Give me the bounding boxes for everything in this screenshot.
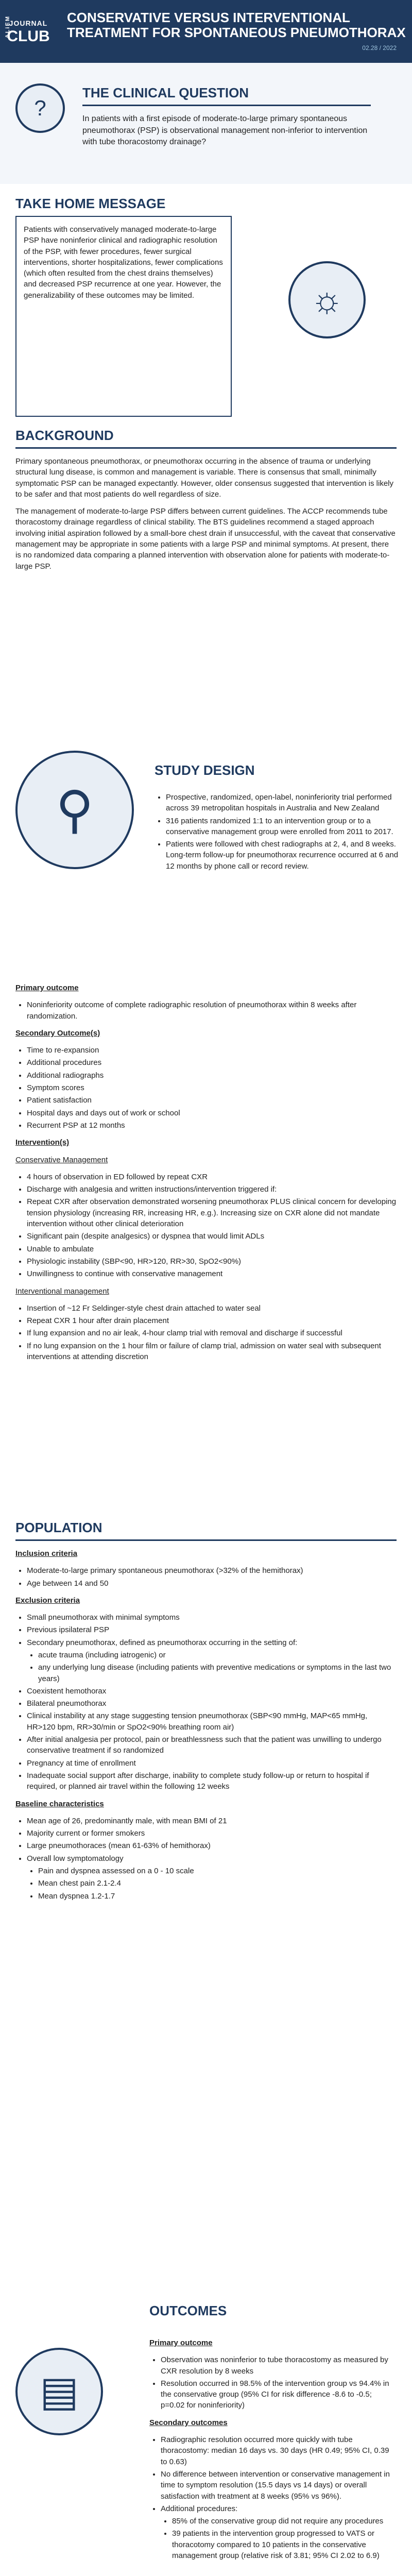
- list-item: • Majority current or former smokers: [27, 1828, 397, 1839]
- logo-club: CLUB: [7, 27, 50, 45]
- list-item: • Overall low symptomatology: [27, 1853, 397, 1864]
- population-title: POPULATION: [15, 1520, 102, 1535]
- list-item: • Large pneumothoraces (mean 61-63% of hemithorax): [27, 1840, 397, 1851]
- conservative-label: Conservative Management: [15, 1155, 108, 1164]
- take-home-section: [0, 184, 412, 426]
- list-item: • Unable to ambulate: [27, 1244, 397, 1255]
- page-title: CONSERVATIVE VERSUS INTERVENTIONAL TREATMENT FOR SPONTANEOUS PNEUMOTHORAX: [67, 10, 406, 41]
- list-item: • After initial analgesia per protocol, pain or breathlessness such that the patient was unwilling to undergo conservative treatment if so randomized: [27, 1734, 397, 1756]
- logo-aliem: ALiEM: [5, 15, 11, 39]
- inclusion-label: Inclusion criteria: [15, 1549, 78, 1558]
- list-item: • Discharge with analgesia and written instructions/intervention triggered if:: [27, 1184, 397, 1195]
- list-item: • Prospective, randomized, open-label, noninferiority trial performed across 39 metropolitan hospitals in Australia and New Zealand: [166, 792, 408, 814]
- clinical-question-title: THE CLINICAL QUESTION: [82, 85, 249, 100]
- list-item: • Mean age of 26, predominantly male, with mean BMI of 21: [27, 1816, 397, 1826]
- list-item: • Clinical instability at any stage suggesting tension pneumothorax (SBP<90 mmHg, MAP<65 mmHg, HR>120 bpm, RR>30/min or SpO2<90% breathing room air): [27, 1710, 397, 1733]
- list-item: • Patient satisfaction: [27, 1095, 397, 1106]
- background-title: BACKGROUND: [15, 428, 114, 443]
- list-item: • Observation was noninferior to tube thoracostomy as measured by CXR resolution by 8 weeks: [161, 2354, 397, 2377]
- intervention-label: Intervention(s): [15, 1138, 70, 1147]
- clinical-question-section: [0, 63, 412, 184]
- list-item: • Coexistent hemothorax: [27, 1686, 397, 1697]
- list-item: • Small pneumothorax with minimal symptoms: [27, 1612, 397, 1623]
- list-item: • Bilateral pneumothorax: [27, 1698, 397, 1709]
- question-icon: ?: [15, 83, 65, 133]
- baseline-label: Baseline characteristics: [15, 1799, 104, 1808]
- secondary-outcome-label: Secondary Outcome(s): [15, 1028, 100, 1038]
- list-item: • Previous ipsilateral PSP: [27, 1624, 397, 1635]
- list-item: • Mean dyspnea 1.2-1.7: [38, 1891, 397, 1902]
- study-design-list: [166, 792, 408, 873]
- list-item: • Physiologic instability (SBP<90, HR>120, RR>30, SpO2<90%): [27, 1256, 397, 1267]
- list-item: • Radiographic resolution occurred more quickly with tube thoracostomy: median 16 days vs. 30 days (HR 0.49; 95% CI, 0.39 to 0.63): [161, 2434, 397, 2467]
- list-item: • Noninferiority outcome of complete radiographic resolution of pneumothorax within 8 weeks after randomization.: [27, 999, 397, 1022]
- logo-journal: JOURNAL: [9, 19, 48, 28]
- list-item: • Recurrent PSP at 12 months: [27, 1120, 397, 1131]
- list-item: • Additional procedures:: [161, 2503, 397, 2514]
- list-item: • 316 patients randomized 1:1 to an intervention group or to a conservative management group were enrolled from 2011 to 2017.: [166, 816, 408, 838]
- take-home-text: Patients with conservatively managed moderate-to-large PSP have noninferior clinical and radiographic resolution of the PSP, with fewer procedures, fewer surgical interventions, shorter hospitalizations, fewer complications (which often resulted from the chest drains themselves) and decreased PSP recurrence at one year. However, the generalizability of these outcomes may be limited.: [24, 225, 223, 300]
- list-item: • Unwillingness to continue with conservative management: [27, 1268, 397, 1279]
- list-item: • Secondary pneumothorax, defined as pneumothorax occurring in the setting of:: [27, 1637, 397, 1648]
- list-item: • Insertion of ~12 Fr Seldinger-style chest drain attached to water seal: [27, 1303, 397, 1314]
- list-item: • 85% of the conservative group did not require any procedures: [172, 2516, 397, 2527]
- list-item: • If lung expansion and no air leak, 4-hour clamp trial with removal and discharge if successful: [27, 1328, 397, 1338]
- list-item: • Repeat CXR 1 hour after drain placement: [27, 1315, 397, 1326]
- list-item: • acute trauma (including iatrogenic) or: [38, 1650, 397, 1660]
- list-item: • Time to re-expansion: [27, 1045, 397, 1056]
- take-home-box: [15, 216, 232, 417]
- list-item: • Repeat CXR after observation demonstrated worsening pneumothorax PLUS clinical concern for developing tension physiology (increasing RR, increasing HR, e.g.). Increasing size on CXR alone did not mandate intervention without other clinical deterioration: [27, 1196, 397, 1229]
- list-item: • Hospital days and days out of work or school: [27, 1108, 397, 1118]
- population-section: [0, 1518, 412, 2291]
- list-item: • Moderate-to-large primary spontaneous pneumothorax (>32% of the hemithorax): [27, 1565, 397, 1576]
- divider: [82, 105, 371, 106]
- journal-club-logo: [0, 0, 57, 63]
- list-item: • Inadequate social support after discharge, inability to complete study follow-up or return to hospital if required, or planned air travel within the following 12 weeks: [27, 1770, 397, 1792]
- study-design-title: STUDY DESIGN: [154, 762, 255, 778]
- clinical-question-text: In patients with a first episode of moderate-to-large primary spontaneous pneumothorax (PSP) is observational management non-inferior to intervention with tube thoracostomy drainage?: [82, 114, 368, 147]
- list-item: • 4 hours of observation in ED followed by repeat CXR: [27, 1172, 397, 1182]
- background-paragraph: Primary spontaneous pneumothorax, or pneumothorax occurring in the absence of trauma or underlying structural lung disease, is common and management is variable. There is consensus that small, minimally symptomatic PSP can be managed expectantly. However, older consensus suggested that intervention is likely to be safer and that most patients do well regardless of size.: [15, 456, 394, 499]
- list-item: • Additional radiographs: [27, 1070, 397, 1081]
- study-design-section: [0, 735, 412, 1518]
- outcomes-section: [0, 2291, 412, 2576]
- intervention-mgmt-label: Interventional management: [15, 1286, 109, 1296]
- list-item: • If no lung expansion on the 1 hour film or failure of clamp trial, admission on water seal with subsequent interventions at attending discretion: [27, 1341, 397, 1363]
- list-item: • 39 patients in the intervention group progressed to VATS or thoracotomy compared to 10 patients in the conservative management group (relative risk of 3.81; 95% CI 2.02 to 6.9): [172, 2528, 397, 2561]
- primary-outcome-label: Primary outcome: [15, 984, 79, 992]
- list-item: • Significant pain (despite analgesics) or dyspnea that would limit ADLs: [27, 1231, 397, 1242]
- list-item: • Pain and dyspnea assessed on a 0 - 10 scale: [38, 1866, 397, 1876]
- list-item: • No difference between intervention or conservative management in time to symptom resolution (15.5 days vs 14 days) or overall satisfaction with treatment at 8 weeks (95% vs 96%).: [161, 2469, 397, 2502]
- header: [0, 0, 412, 63]
- outcomes-title: OUTCOMES: [149, 2303, 227, 2318]
- divider: [15, 447, 397, 449]
- list-item: • any underlying lung disease (including patients with preventive medications or symptoms in the last two years): [38, 1662, 397, 1684]
- chart-icon: ▤: [15, 2348, 103, 2435]
- list-item: • Age between 14 and 50: [27, 1578, 397, 1589]
- divider: [15, 1539, 397, 1541]
- take-home-title: TAKE HOME MESSAGE: [15, 196, 166, 211]
- list-item: • Resolution occurred in 98.5% of the intervention group vs 94.4% in the conservative group (95% CI for risk difference -8.6 to -0.5; p=0.02 for noninferiority): [161, 2378, 397, 2411]
- exclusion-label: Exclusion criteria: [15, 1596, 80, 1605]
- lightbulb-icon: ☼: [288, 261, 366, 338]
- publication-date: 02.28 / 2022: [362, 44, 397, 52]
- secondary-outcome-label: Secondary outcomes: [149, 2418, 228, 2427]
- list-item: • Additional procedures: [27, 1057, 397, 1068]
- list-item: • Symptom scores: [27, 1082, 397, 1093]
- background-section: [0, 426, 412, 735]
- list-item: • Patients were followed with chest radiographs at 2, 4, and 8 weeks. Long-term follow-up for pneumothorax recurrence occurred at 6 and 12 months by phone call or record review.: [166, 839, 408, 872]
- primary-outcome-label: Primary outcome: [149, 2338, 213, 2347]
- magnifier-icon: ⚲: [15, 751, 134, 869]
- background-paragraph: The management of moderate-to-large PSP differs between current guidelines. The ACCP recommends tube thoracostomy drainage regardless of clinical stability. The BTS guidelines recommend a staged approach involving initial aspiration followed by a small-bore chest drain if unsuccessful, with the caveat that conservative management may be appropriate in some patients with a large PSP and minimal symptoms. At present, there is no randomized data comparing a planned intervention with observation alone for patients with moderate-to-large PSP.: [15, 507, 396, 571]
- list-item: • Pregnancy at time of enrollment: [27, 1758, 397, 1769]
- list-item: • Mean chest pain 2.1-2.4: [38, 1878, 397, 1889]
